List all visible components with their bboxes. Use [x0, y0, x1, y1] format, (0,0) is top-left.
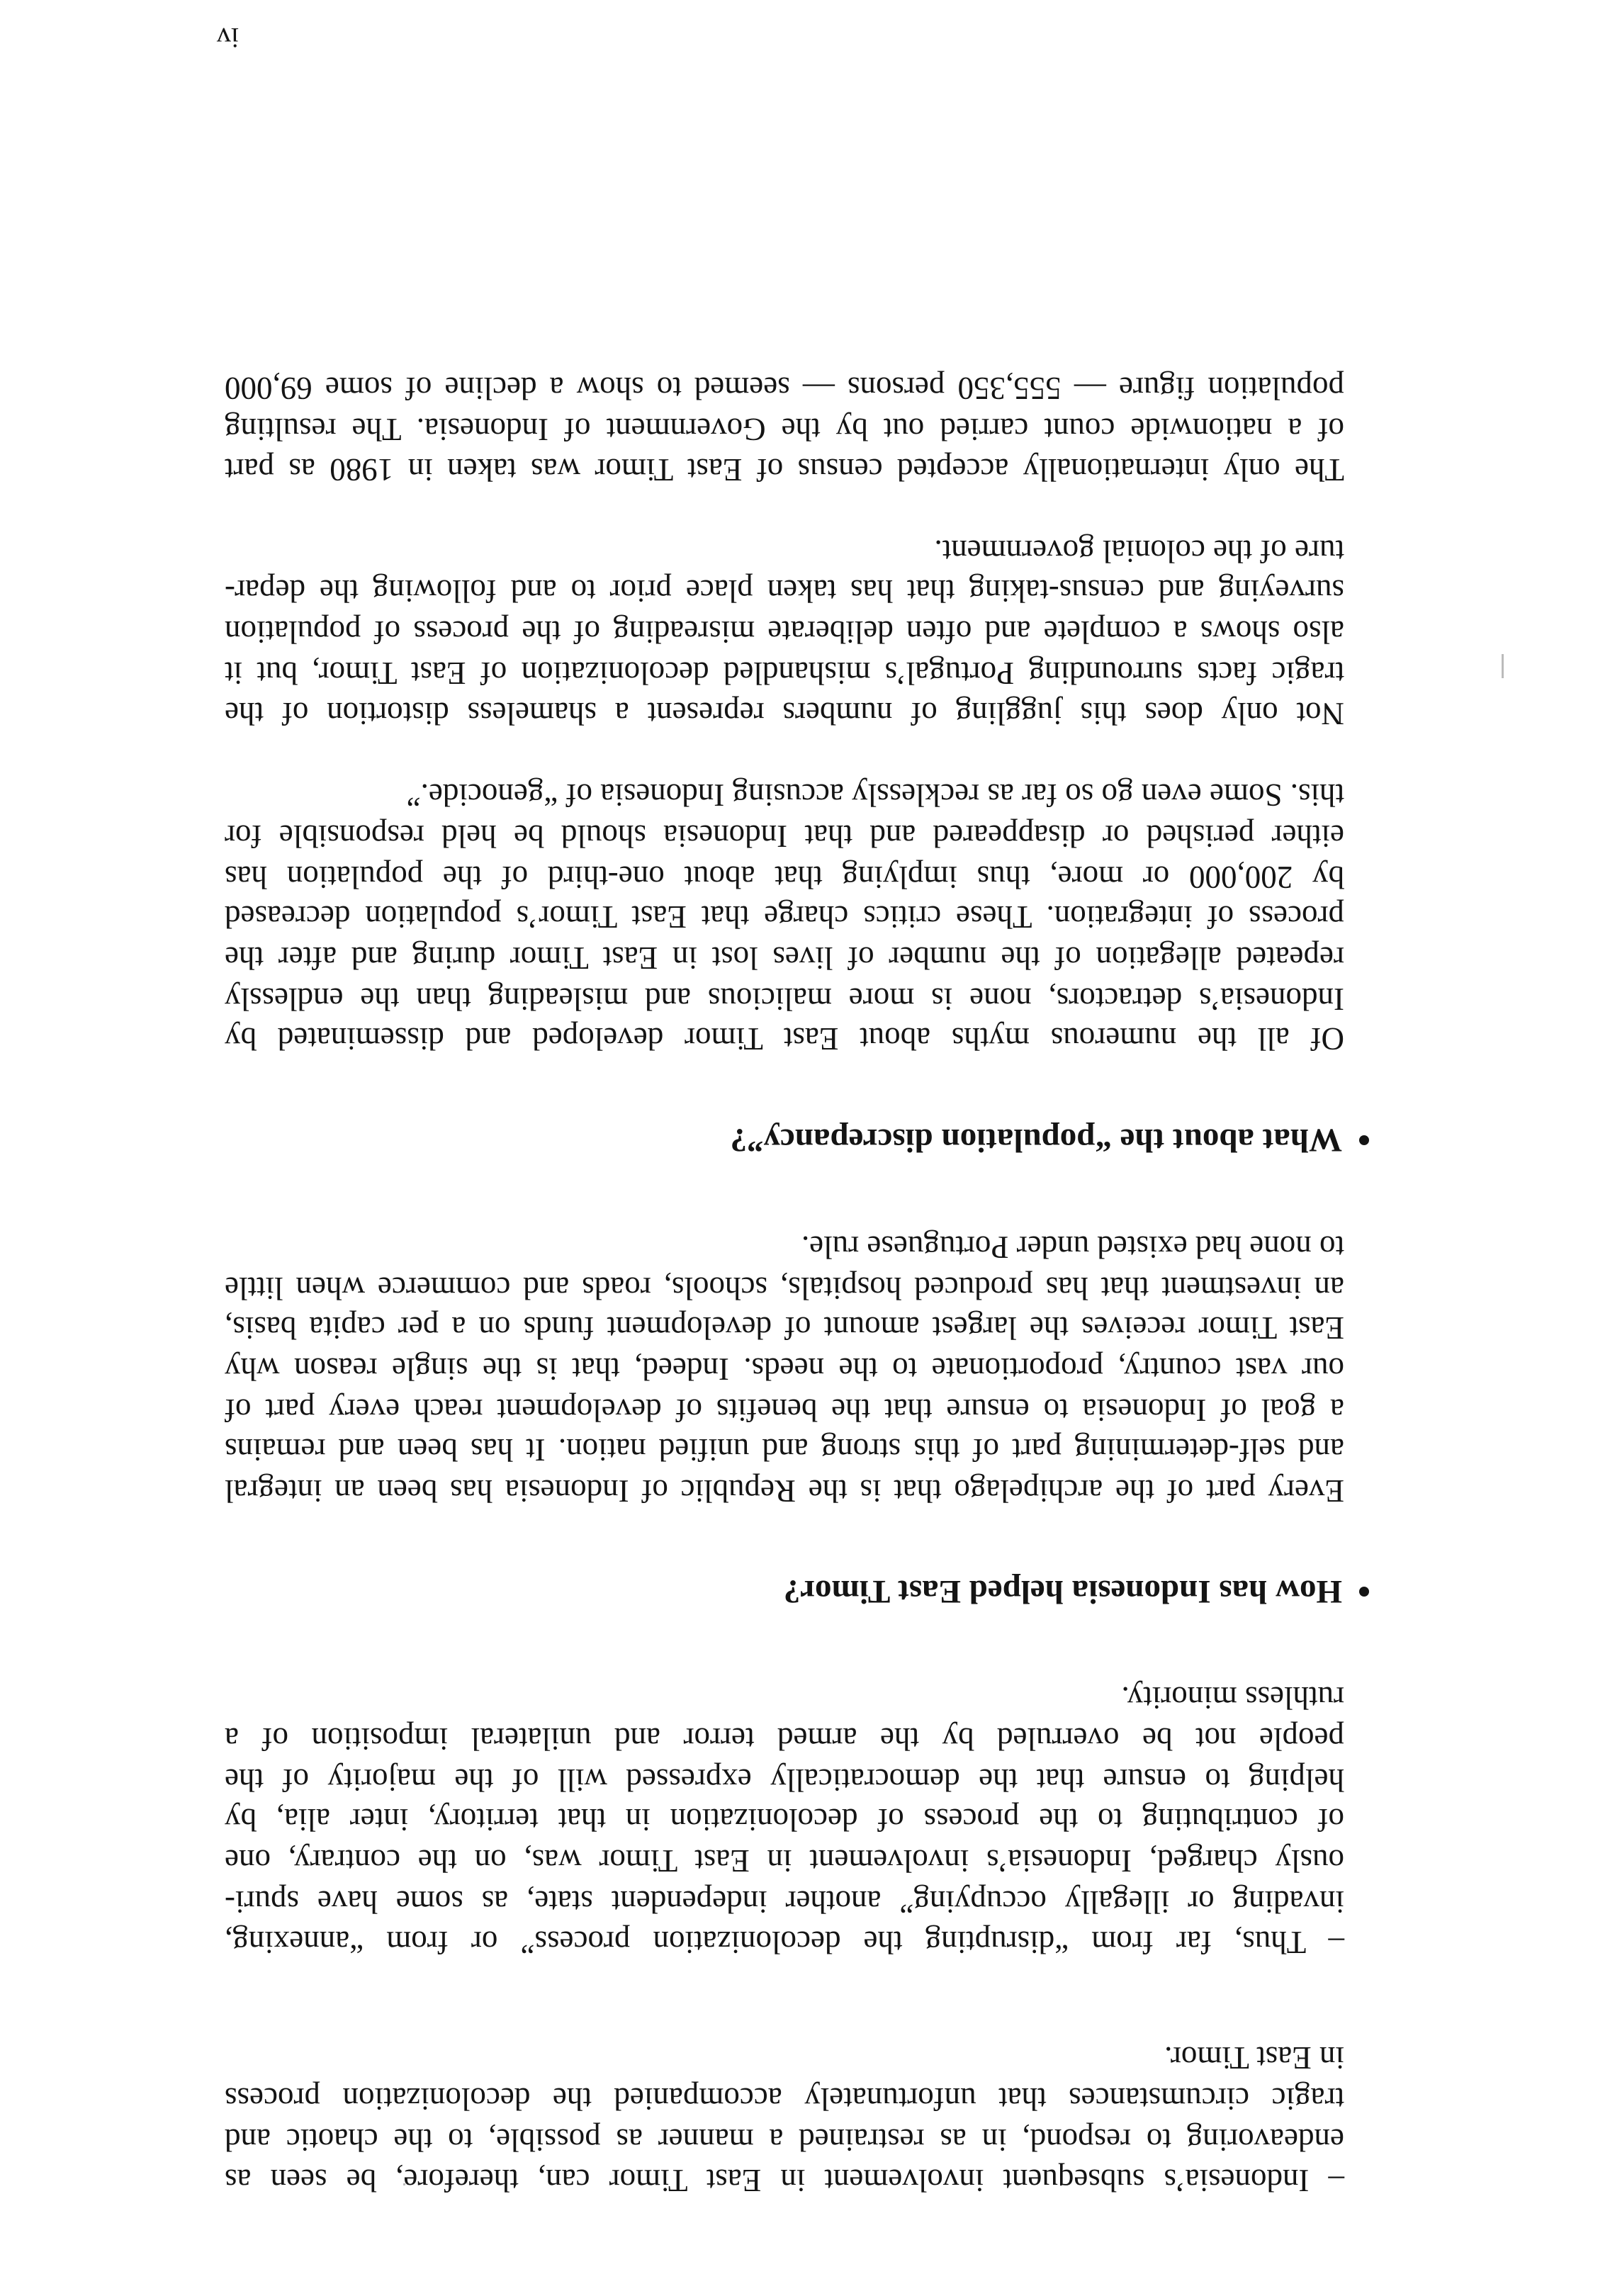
- text-line: tragic facts surrounding Portugal’s mishandled decolonization of East Timor, but it: [225, 655, 1344, 691]
- text-line: invading or illegally occupying” another independent state, as some have spuri-: [225, 1884, 1344, 1920]
- section-heading: [784, 1571, 1369, 1612]
- section-heading-text: How has Indonesia helped East Timor?: [783, 1573, 1342, 1610]
- text-line: endeavoring to respond, in as restrained a manner as possible, to the chaotic and: [225, 2122, 1344, 2158]
- bullet-icon: [1359, 1587, 1369, 1597]
- text-line: Every part of the archipelago that is the Republic of Indonesia has been an integral: [225, 1473, 1344, 1509]
- text-line: Of all the numerous myths about East Timor developed and disseminated by: [225, 1021, 1344, 1057]
- text-line: – Indonesia’s subsequent involvement in East Timor can, therefore, be seen as: [225, 2163, 1344, 2198]
- speck-mark: [1502, 654, 1504, 678]
- text-line: people not be overruled by the armed terror and unilateral imposition of a: [225, 1721, 1344, 1757]
- text-line: Not only does this juggling of numbers represent a shameless distortion of the: [225, 696, 1344, 731]
- text-line: surveying and census-taking that has taken place prior to and following the depar-: [225, 573, 1344, 609]
- text-line: Indonesia’s detractors, none is more malicious and misleading than the endlessly: [225, 981, 1344, 1017]
- text-line: – Thus, far from “disrupting the decolonization process” or from “annexing,: [225, 1925, 1344, 1960]
- text-line: this. Some even go so far as recklessly accusing Indonesia of “genocide.”: [406, 777, 1344, 813]
- bullet-icon: [1359, 1135, 1369, 1145]
- text-line: our vast country, proportionate to the needs. Indeed, that is the single reason why: [225, 1351, 1344, 1387]
- section-heading-text: What about the “population discrepancy”?: [730, 1122, 1342, 1159]
- text-line: ously charged, Indonesia’s involvement in East Timor was, on the contrary, one: [225, 1843, 1344, 1879]
- text-line: of contributing to the process of decolonization in that territory, inter alia, by: [225, 1802, 1344, 1838]
- text-line: ture of the colonial government.: [934, 534, 1344, 569]
- text-line: a goal of Indonesia to ensure that the benefits of development reach every part of: [225, 1392, 1344, 1428]
- text-line: by 200,000 or more, thus implying that about one-third of the population has: [225, 860, 1344, 895]
- text-line: ruthless minority.: [1121, 1680, 1344, 1716]
- text-line: repeated allegation of the number of lives lost in East Timor during and after the: [225, 940, 1344, 976]
- text-line: of a nationwide count carried out by the Government of Indonesia. The resulting: [225, 412, 1344, 447]
- text-line: tragic circumstances that unfortunately accompanied the decolonization process: [225, 2081, 1344, 2117]
- text-line: to none had existed under Portuguese rule.: [801, 1229, 1344, 1265]
- text-line: helping to ensure that the democratically expressed will of the majority of the: [225, 1762, 1344, 1798]
- text-line: also shows a complete and often deliberate misreading of the process of population: [225, 614, 1344, 650]
- text-line: East Timor receives the largest amount of development funds on a per capita basis,: [225, 1310, 1344, 1346]
- page-number: iv: [216, 22, 239, 54]
- text-line: an investment that has produced hospitals, schools, roads and commerce when little: [225, 1271, 1344, 1306]
- text-line: population figure — 555,350 persons — seemed to show a decline of some 69,000: [225, 371, 1344, 406]
- text-line: The only internationally accepted census of East Timor was taken in 1980 as part: [225, 452, 1344, 488]
- text-line: either perished or disappeared and that Indonesia should be held responsible for: [225, 818, 1344, 854]
- text-line: in East Timor.: [1164, 2040, 1344, 2076]
- text-line: and self-determining part of this strong and unified nation. It has been and remains: [225, 1432, 1344, 1468]
- text-line: process of integration. These critics charge that East Timor’s population decreased: [225, 899, 1344, 935]
- section-heading: [730, 1120, 1369, 1161]
